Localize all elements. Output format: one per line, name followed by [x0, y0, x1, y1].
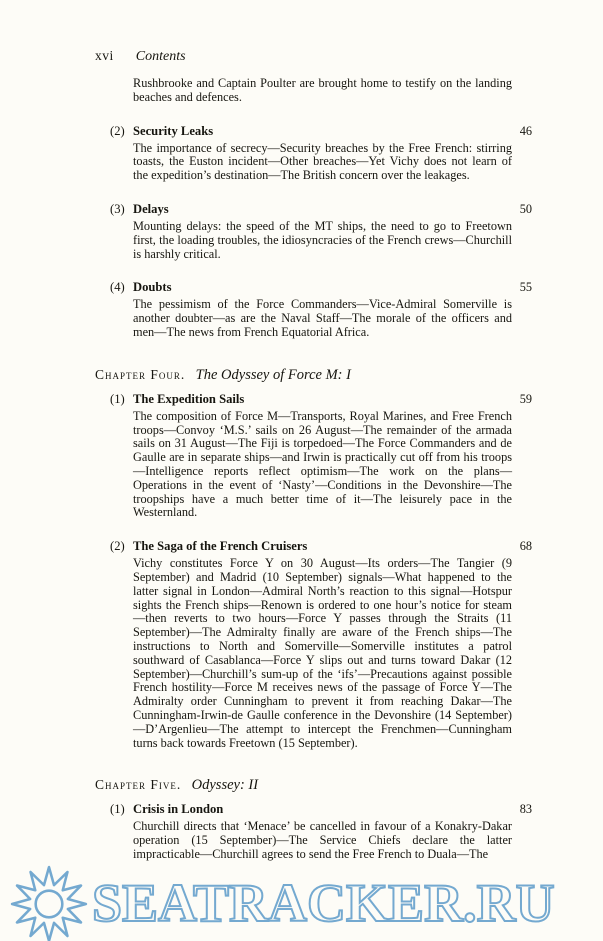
entry-page-number: 50 — [519, 201, 532, 216]
entry-heading — [110, 124, 532, 139]
entry-number: (3) — [110, 201, 125, 216]
entry-number: (1) — [110, 802, 125, 817]
entry-title: Security Leaks — [133, 123, 214, 138]
entry-page-number: 68 — [519, 539, 532, 554]
chapter-number: Chapter Four. — [95, 366, 186, 382]
entry-page-number: 83 — [519, 802, 532, 817]
chapter-title: The Odyssey of Force M: I — [195, 366, 351, 383]
entry-number: (2) — [110, 539, 125, 554]
entry-heading — [110, 802, 532, 817]
toc-entry — [110, 124, 532, 183]
toc-entry — [110, 280, 532, 339]
entry-summary: Vichy constitutes Force Y on 30 August—Its orders—The Tangier (9 September) and Madrid (10 September) signals—What happened to the latter signal in London—Admiral North’s reaction to this signal—Hotspur sights the French ships—Renown is ordered to one hour’s notice for steam—then reverts to two hours—Force Y passes through the Straits (11 September)—The Admiralty finally are aware of the French ships—The instructions to North and Somerville—Somerville institutes a patrol southward of Casablanca—Force Y slips out and turns toward Dakar (12 September)—Churchill’s sum-up of the ‘ifs’—Precautions against possible French hostility—Force M receives news of the passage of Force Y—The Admiralty order Cunningham to prevent it from reaching Dakar—The Cunningham-Irwin-de Gaulle conference in the Devonshire (14 September)—D’Argenlieu—The attempt to intercept the Frenchmen—Cunningham turns back towards Freetown (15 September). — [133, 556, 512, 750]
toc-entry — [110, 392, 532, 520]
chapter-title: Odyssey: II — [191, 777, 259, 794]
toc-entry — [110, 802, 532, 861]
entry-title: The Expedition Sails — [133, 391, 245, 406]
entry-heading — [110, 392, 532, 407]
entry-page-number: 55 — [519, 280, 532, 295]
entry-title: Doubts — [133, 280, 172, 295]
site-watermark — [8, 863, 592, 941]
entry-title: The Saga of the French Cruisers — [133, 539, 308, 554]
entry-continuation-text: Rushbrooke and Captain Poulter are brought home to testify on the landing beaches and defences. — [133, 76, 512, 104]
entry-summary: Churchill directs that ‘Menace’ be cancelled in favour of a Konakry-Dakar operation (15 September)—The Service Chiefs declare the latter impracticable—Churchill agrees to send the Free French to Duala—The — [133, 819, 512, 861]
chapter-heading — [95, 367, 532, 384]
chapter-heading — [95, 777, 532, 794]
entry-summary: The importance of secrecy—Security breaches by the Free French: stirring toasts, the Euston incident—Other breaches—Yet Vichy does not learn of the expedition’s destination—The British concern over the leakages. — [133, 140, 512, 183]
entry-number: (4) — [110, 280, 125, 295]
page-title: Contents — [135, 49, 186, 64]
chapter-number: Chapter Five. — [95, 777, 182, 793]
entry-summary: The pessimism of the Force Commanders—Vice-Admiral Somerville is another doubter—as are the Naval Staff—The morale of the officers and men—The news from French Equatorial Africa. — [133, 297, 512, 339]
watermark-text-graphic — [92, 873, 592, 935]
entry-summary: The composition of Force M—Transports, Royal Marines, and Free French troops—Convoy ‘M.S.’ sails on 26 August—The remainder of the armada sails on 31 August—The Fiji is torpedoed—The Force Commanders and de Gaulle are in separate ships—and Irwin is practically cut off from his troops—Intelligence reports reflect optimism—The work on the plans—Operations in the event of ‘Nasty’—Conditions in the Devonshire—The troopships have a much better time of it—The leisurely pace in the Westernland. — [133, 408, 512, 520]
entry-page-number: 46 — [519, 123, 532, 138]
entry-heading — [110, 539, 532, 554]
entry-page-number: 59 — [519, 391, 532, 406]
watermark-text: SEATRACKER.RU — [92, 873, 555, 933]
entry-summary: Mounting delays: the speed of the MT ships, the need to go to Freetown first, the loading troubles, the idiosyncracies of the French crews—Churchill is harshly critical. — [133, 218, 512, 261]
page-folio: xvi — [95, 48, 114, 63]
toc-entry — [110, 539, 532, 750]
entry-heading — [110, 280, 532, 295]
entry-title: Delays — [133, 201, 169, 216]
entry-title: Crisis in London — [133, 802, 224, 817]
page-header — [95, 48, 532, 65]
entry-number: (2) — [110, 123, 125, 138]
entry-heading — [110, 202, 532, 217]
sun-icon — [8, 863, 90, 941]
toc-entry — [110, 202, 532, 261]
entry-number: (1) — [110, 391, 125, 406]
